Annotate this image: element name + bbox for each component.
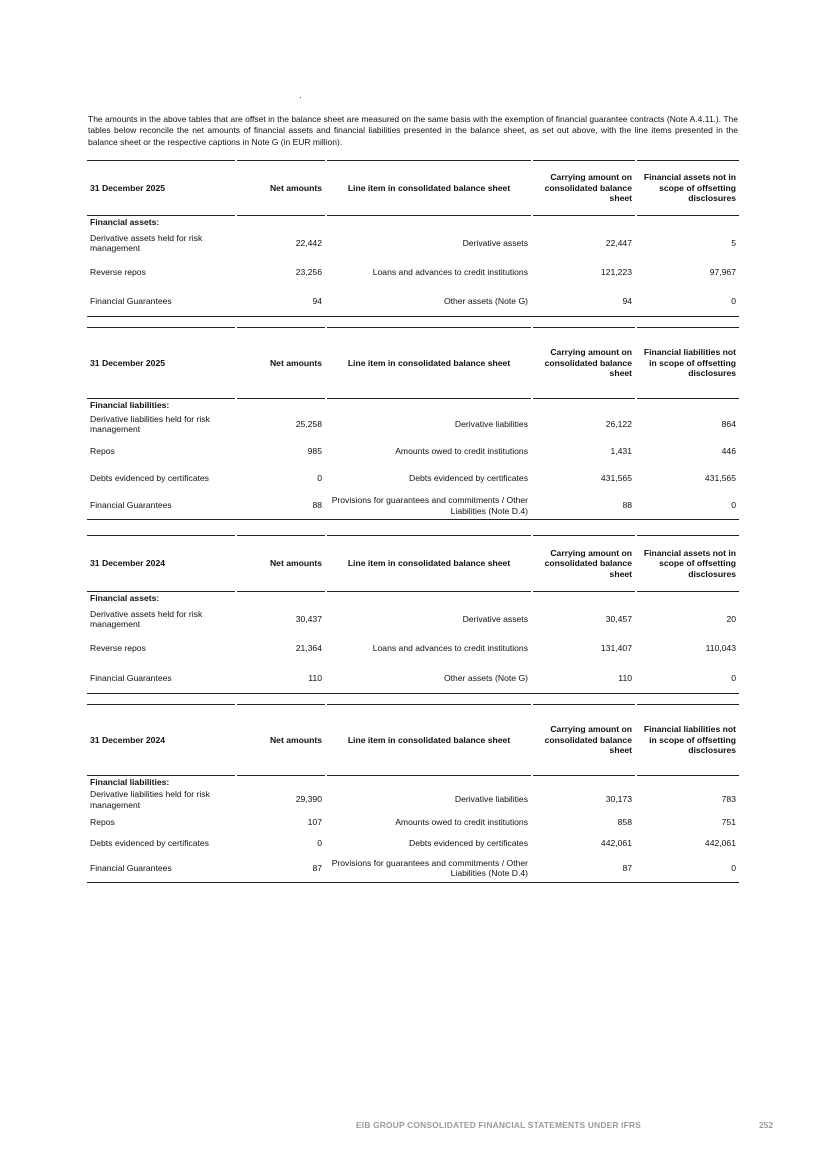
header-carrying-amount: Carrying amount on consolidated balance sheet: [533, 704, 635, 776]
carrying-amount-cell: 88: [622, 500, 632, 511]
table-row: [87, 812, 739, 832]
row-label: Repos: [90, 446, 115, 457]
carrying-amount-cell: 30,457: [605, 613, 632, 624]
net-amount-cell: 0: [317, 837, 322, 848]
table-row: [87, 258, 739, 287]
table-row: [87, 465, 739, 492]
row-label: Repos: [90, 816, 115, 827]
table-row: [87, 438, 739, 465]
not-in-scope-cell: 0: [731, 672, 736, 683]
section-label: Financial assets:: [90, 217, 160, 227]
header-date: 31 December 2025: [87, 160, 235, 216]
table-row: [87, 854, 739, 882]
row-label: Derivative liabilities held for risk management: [90, 789, 210, 810]
row-label: Reverse repos: [90, 643, 146, 654]
table-liabilities-2025: [87, 327, 739, 520]
net-amount-cell: 25,258: [295, 418, 322, 429]
header-net-amounts: Net amounts: [237, 160, 325, 216]
line-item-cell: Other assets (Note G): [443, 672, 528, 683]
table-row: [87, 410, 739, 438]
table-header: [87, 704, 739, 776]
carrying-amount-cell: 30,173: [605, 794, 632, 805]
net-amount-cell: 23,256: [295, 267, 322, 278]
table-row: [87, 604, 739, 634]
carrying-amount-cell: 442,061: [600, 837, 632, 848]
net-amount-cell: 94: [312, 296, 322, 307]
net-amount-cell: 21,364: [295, 643, 322, 654]
section-label: Financial liabilities:: [90, 400, 170, 410]
carrying-amount-cell: 121,223: [600, 267, 632, 278]
row-label: Financial Guarantees: [90, 672, 172, 683]
carrying-amount-cell: 22,447: [605, 237, 632, 248]
table-row: [87, 787, 739, 812]
header-line-item: Line item in consolidated balance sheet: [327, 535, 531, 592]
row-label: Derivative liabilities held for risk management: [90, 413, 210, 434]
section-label: Financial liabilities:: [90, 777, 170, 787]
carrying-amount-cell: 87: [622, 862, 632, 873]
line-item-cell: Derivative assets: [462, 613, 528, 624]
header-net-amounts: Net amounts: [237, 704, 325, 776]
header-line-item: Line item in consolidated balance sheet: [327, 160, 531, 216]
carrying-amount-cell: 858: [617, 816, 632, 827]
table-bottom-rule: [87, 519, 739, 520]
table-row: [87, 663, 739, 693]
header-carrying-amount: Carrying amount on consolidated balance sheet: [533, 160, 635, 216]
row-label: Financial Guarantees: [90, 500, 172, 511]
table-row: [87, 492, 739, 519]
line-item-cell: Debts evidenced by certificates: [409, 837, 528, 848]
net-amount-cell: 30,437: [295, 613, 322, 624]
table-assets-2024: [87, 535, 739, 694]
table-assets-2025: [87, 160, 739, 317]
table-header: [87, 535, 739, 592]
header-date: 31 December 2024: [87, 704, 235, 776]
row-label: Derivative assets held for risk management: [90, 232, 203, 253]
row-label: Derivative assets held for risk management: [90, 608, 203, 629]
row-label: Debts evidenced by certificates: [90, 473, 209, 484]
table-row: [87, 287, 739, 316]
header-net-amounts: Net amounts: [237, 327, 325, 399]
not-in-scope-cell: 442,061: [704, 837, 736, 848]
net-amount-cell: 985: [307, 446, 322, 457]
intro-paragraph: The amounts in the above tables that are offset in the balance sheet are measured on the same basis with the exemption of financial guarantee contracts (Note A.4.11.). The tables below reconcile the net amounts of financial assets and financial liabilities presented in the balance sheet, as set out above, with the line items presented in the balance sheet or the respective captions in Note G (in EUR million).: [88, 114, 738, 147]
table-row: [87, 832, 739, 854]
line-item-cell: Debts evidenced by certificates: [409, 473, 528, 484]
carrying-amount-cell: 1,431: [610, 446, 632, 457]
not-in-scope-cell: 751: [721, 816, 736, 827]
header-carrying-amount: Carrying amount on consolidated balance sheet: [533, 327, 635, 399]
header-date: 31 December 2025: [87, 327, 235, 399]
header-not-in-scope: Financial assets not in scope of offsetting disclosures: [637, 535, 739, 592]
net-amount-cell: 87: [312, 862, 322, 873]
not-in-scope-cell: 0: [731, 500, 736, 511]
line-item-cell: Loans and advances to credit institutions: [372, 643, 528, 654]
carrying-amount-cell: 431,565: [600, 473, 632, 484]
not-in-scope-cell: 446: [721, 446, 736, 457]
not-in-scope-cell: 0: [731, 862, 736, 873]
not-in-scope-cell: 20: [726, 613, 736, 624]
not-in-scope-cell: 431,565: [704, 473, 736, 484]
net-amount-cell: 107: [307, 816, 322, 827]
not-in-scope-cell: 110,043: [705, 643, 736, 654]
net-amount-cell: 0: [317, 473, 322, 484]
line-item-cell: Amounts owed to credit institutions: [395, 816, 528, 827]
table-bottom-rule: [87, 882, 739, 883]
table-header: [87, 327, 739, 399]
net-amount-cell: 110: [308, 672, 322, 683]
table-bottom-rule: [87, 316, 739, 317]
line-item-cell: Loans and advances to credit institutions: [372, 267, 528, 278]
header-not-in-scope: Financial liabilities not in scope of offsetting disclosures: [637, 327, 739, 399]
net-amount-cell: 22,442: [295, 237, 322, 248]
footer-title: EIB GROUP CONSOLIDATED FINANCIAL STATEMENTS UNDER IFRS: [356, 1120, 642, 1130]
line-item-cell: Provisions for guarantees and commitments / Other Liabilities (Note D.4): [331, 495, 528, 516]
not-in-scope-cell: 0: [731, 296, 736, 307]
page-number: 252: [759, 1120, 773, 1130]
net-amount-cell: 29,390: [295, 794, 322, 805]
not-in-scope-cell: 5: [731, 237, 736, 248]
header-carrying-amount: Carrying amount on consolidated balance sheet: [533, 535, 635, 592]
section-label: Financial assets:: [90, 593, 160, 603]
header-line-item: Line item in consolidated balance sheet: [327, 327, 531, 399]
carrying-amount-cell: 94: [622, 296, 632, 307]
table-liabilities-2024: [87, 704, 739, 883]
row-label: Financial Guarantees: [90, 862, 172, 873]
not-in-scope-cell: 783: [721, 794, 736, 805]
row-label: Reverse repos: [90, 267, 146, 278]
not-in-scope-cell: 97,967: [709, 267, 736, 278]
header-not-in-scope: Financial assets not in scope of offsetting disclosures: [637, 160, 739, 216]
header-not-in-scope: Financial liabilities not in scope of offsetting disclosures: [637, 704, 739, 776]
line-item-cell: Derivative liabilities: [454, 794, 528, 805]
line-item-cell: Derivative assets: [462, 237, 528, 248]
header-date: 31 December 2024: [87, 535, 235, 592]
net-amount-cell: 88: [312, 500, 322, 511]
line-item-cell: Provisions for guarantees and commitments / Other Liabilities (Note D.4): [331, 857, 528, 878]
line-item-cell: Other assets (Note G): [443, 296, 528, 307]
carrying-amount-cell: 110: [618, 672, 632, 683]
table-bottom-rule: [87, 693, 739, 694]
not-in-scope-cell: 864: [721, 418, 736, 429]
header-line-item: Line item in consolidated balance sheet: [327, 704, 531, 776]
row-label: Financial Guarantees: [90, 296, 172, 307]
line-item-cell: Derivative liabilities: [454, 418, 528, 429]
carrying-amount-cell: 131,407: [600, 643, 632, 654]
table-row: [87, 228, 739, 258]
line-item-cell: Amounts owed to credit institutions: [395, 446, 528, 457]
stray-dot: [300, 97, 301, 98]
table-row: [87, 634, 739, 663]
row-label: Debts evidenced by certificates: [90, 837, 209, 848]
table-header: [87, 160, 739, 216]
header-net-amounts: Net amounts: [237, 535, 325, 592]
carrying-amount-cell: 26,122: [605, 418, 632, 429]
